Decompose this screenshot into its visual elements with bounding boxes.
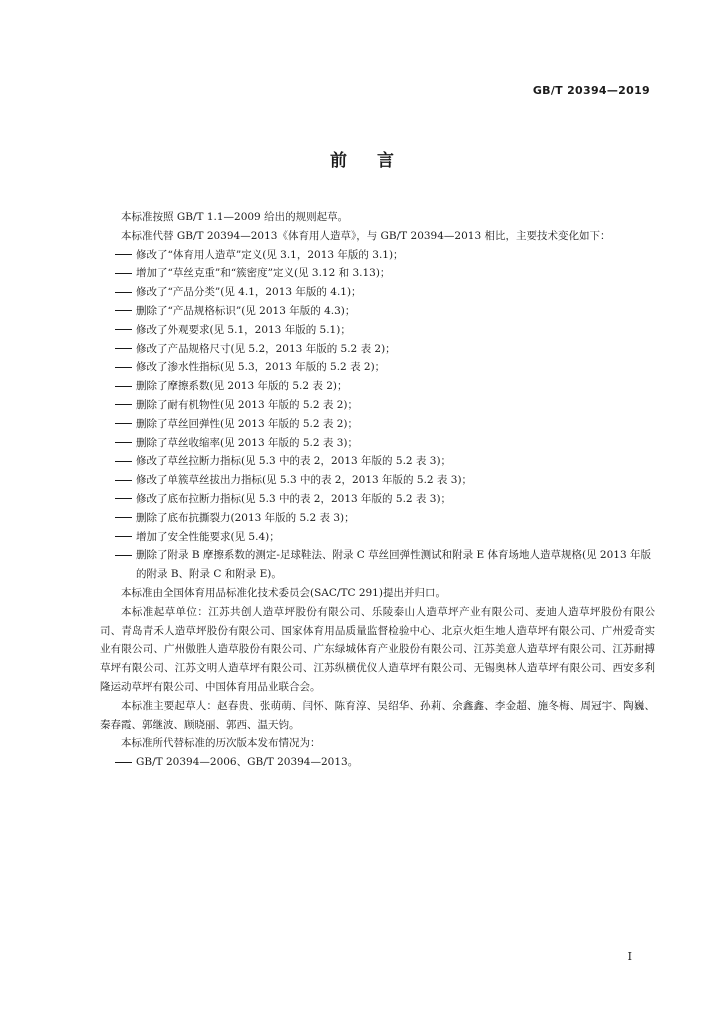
list-item	[100, 528, 655, 547]
dash-icon	[115, 762, 132, 763]
list-item	[100, 434, 655, 453]
dash-icon	[115, 348, 132, 349]
list-item	[100, 246, 655, 265]
list-item-text: 删除了摩擦系数(见 2013 年版的 5.2 表 2)；	[136, 380, 348, 393]
list-item-text: 增加了“草丝克重”和“簇密度”定义(见 3.12 和 3.13)；	[136, 267, 391, 280]
list-item	[100, 283, 655, 302]
list-item-text: 修改了产品规格尺寸(见 5.2，2013 年版的 5.2 表 2)；	[136, 342, 396, 355]
drafting-units-paragraph: 本标准起草单位：江苏共创人造草坪股份有限公司、乐陵泰山人造草坪产业有限公司、麦迪人造草坪股份有限公司、青岛青禾人造草坪股份有限公司、国家体育用品质量监督检验中心、北京火炬生地人造草坪有限公司、广州爱奇实业有限公司、广州傲胜人造草股份有限公司、广东绿城体育产业股份有限公司、江苏美意人造草坪有限公司、江苏耐搏草坪有限公司、江苏文明人造草坪有限公司、江苏纵横优仪人造草坪有限公司、无锡奥林人造草坪有限公司、西安多利隆运动草坪有限公司、中国体育用品业联合会。	[100, 605, 655, 693]
list-item	[100, 546, 655, 584]
dash-icon	[115, 254, 132, 255]
list-item-text: 删除了底布抗撕裂力(2013 年版的 5.2 表 3)；	[136, 511, 355, 524]
list-item	[100, 396, 655, 415]
list-item-text: 删除了附录 B 摩擦系数的测定-足球鞋法、附录 C 草丝回弹性测试和附录 E 体育场地人造草规格(见 2013 年版的附录 B、附录 C 和附录 E)。	[136, 549, 651, 581]
page-number: I	[627, 950, 632, 963]
list-item-text: 修改了“产品分类”(见 4.1，2013 年版的 4.1)；	[136, 286, 362, 299]
dash-icon	[115, 310, 132, 311]
foreword-body	[100, 208, 655, 772]
list-item-text: 修改了外观要求(见 5.1，2013 年版的 5.1)；	[136, 323, 351, 336]
dash-icon	[115, 329, 132, 330]
list-item	[100, 415, 655, 434]
change-list	[100, 246, 655, 584]
list-item	[100, 377, 655, 396]
standard-code: GB/T 20394—2019	[532, 84, 650, 97]
dash-icon	[115, 555, 132, 556]
dash-icon	[115, 423, 132, 424]
dash-icon	[115, 442, 132, 443]
list-item	[100, 452, 655, 471]
dash-icon	[115, 480, 132, 481]
list-item	[100, 340, 655, 359]
dash-icon	[115, 367, 132, 368]
drafters-paragraph: 本标准主要起草人：赵春贵、张萌萌、闫怀、陈育淳、吴绍华、孙莉、余鑫鑫、李金超、施冬梅、周冠宇、陶巍、秦春霞、郭继波、顾晓丽、郭西、温天钧。	[100, 699, 655, 731]
dash-icon	[115, 292, 132, 293]
dash-icon	[115, 498, 132, 499]
dash-icon	[115, 536, 132, 537]
list-item-text: 修改了底布拉断力指标(见 5.3 中的表 2，2013 年版的 5.2 表 3)；	[136, 492, 452, 505]
list-item	[100, 471, 655, 490]
list-item	[100, 358, 655, 377]
list-item-text: 删除了耐有机物性(见 2013 年版的 5.2 表 2)；	[136, 398, 358, 411]
intro-paragraph-rules: 本标准按照 GB/T 1.1—2009 给出的规则起草。	[121, 211, 349, 223]
dash-icon	[115, 461, 132, 462]
intro-paragraph-replaces: 本标准代替 GB/T 20394—2013《体育用人造草》，与 GB/T 20394—2013 相比，主要技术变化如下：	[121, 229, 611, 242]
page-title: 前言	[330, 151, 424, 171]
list-item-text: 删除了草丝回弹性(见 2013 年版的 5.2 表 2)；	[136, 417, 358, 430]
list-item	[100, 509, 655, 528]
proposer-paragraph: 本标准由全国体育用品标准化技术委员会(SAC/TC 291)提出并归口。	[121, 586, 446, 599]
history-item	[100, 753, 655, 772]
dash-icon	[115, 273, 132, 274]
list-item-text: 删除了草丝收缩率(见 2013 年版的 5.2 表 3)；	[136, 436, 358, 449]
dash-icon	[115, 517, 132, 518]
list-item-text: 删除了“产品规格标识”(见 2013 年版的 4.3)；	[136, 304, 356, 317]
history-item-text: GB/T 20394—2006、GB/T 20394—2013。	[136, 756, 359, 769]
list-item-text: 修改了单簇草丝拔出力指标(见 5.3 中的表 2，2013 年版的 5.2 表 3)；	[136, 474, 473, 487]
list-item	[100, 302, 655, 321]
dash-icon	[115, 386, 132, 387]
history-intro-paragraph: 本标准所代替标准的历次版本发布情况为：	[121, 737, 321, 750]
list-item	[100, 264, 655, 283]
list-item-text: 修改了草丝拉断力指标(见 5.3 中的表 2，2013 年版的 5.2 表 3)；	[136, 455, 452, 468]
list-item-text: 修改了渗水性指标(见 5.3，2013 年版的 5.2 表 2)；	[136, 361, 386, 374]
list-item-text: 修改了“体育用人造草”定义(见 3.1，2013 年版的 3.1)；	[136, 248, 404, 261]
list-item	[100, 321, 655, 340]
list-item	[100, 490, 655, 509]
dash-icon	[115, 404, 132, 405]
list-item-text: 增加了安全性能要求(见 5.4)；	[136, 530, 280, 543]
